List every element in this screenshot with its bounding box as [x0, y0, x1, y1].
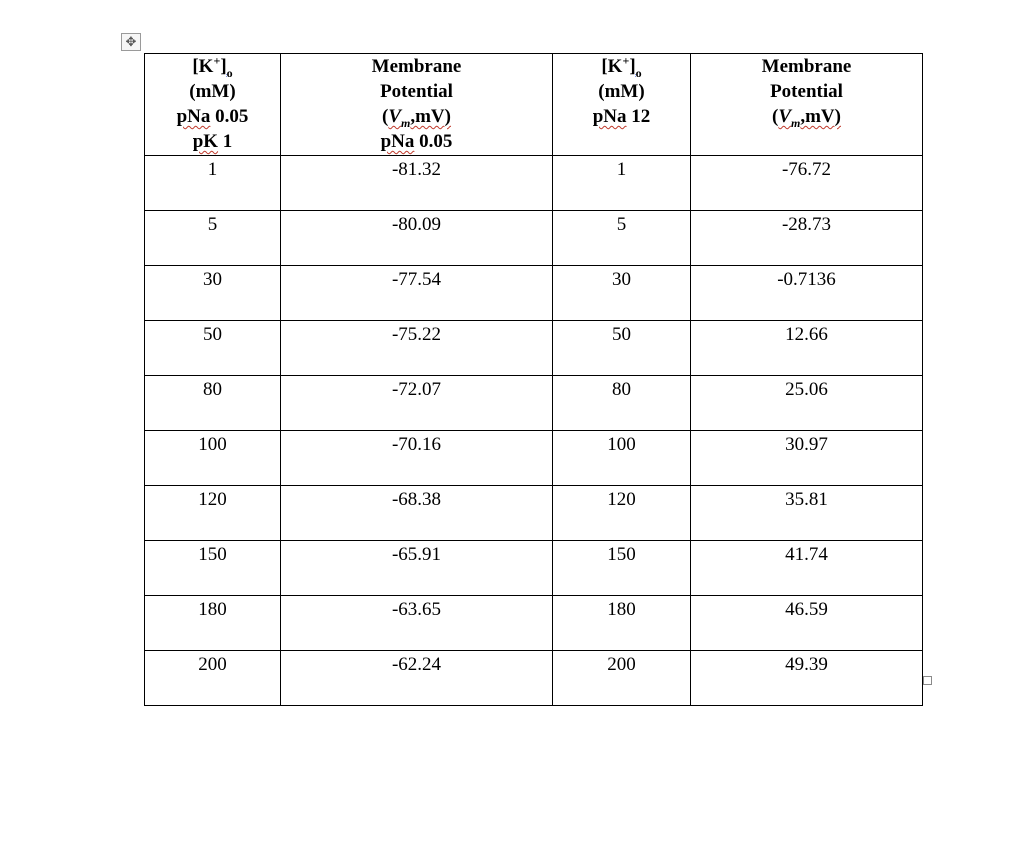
- table-cell: 50: [553, 321, 691, 376]
- table-cell: 150: [145, 541, 281, 596]
- table-cell: 100: [145, 431, 281, 486]
- table-cell: -28.73: [691, 211, 923, 266]
- table-row: [145, 211, 923, 266]
- table-row: [145, 541, 923, 596]
- table-cell: 1: [553, 156, 691, 211]
- table-row: [145, 321, 923, 376]
- table-cell: -75.22: [281, 321, 553, 376]
- table-row: [145, 486, 923, 541]
- header-k-concentration-pna-0-05: $[K^+]_o$ (mM) pNa 0.05 pK 1: [145, 54, 281, 156]
- table-cell: -68.38: [281, 486, 553, 541]
- table-row: [145, 431, 923, 486]
- table-cell: 150: [553, 541, 691, 596]
- table-cell: 5: [145, 211, 281, 266]
- table-cell: 80: [553, 376, 691, 431]
- table-cell: 25.06: [691, 376, 923, 431]
- table-header-row: [145, 54, 923, 156]
- table-cell: 30: [553, 266, 691, 321]
- table-cell: 200: [553, 651, 691, 706]
- table-cell: 30: [145, 266, 281, 321]
- table-row: [145, 596, 923, 651]
- table-row: [145, 156, 923, 211]
- table-cell: 80: [145, 376, 281, 431]
- table-cell: -63.65: [281, 596, 553, 651]
- table-cell: -72.07: [281, 376, 553, 431]
- table-cell: 180: [553, 596, 691, 651]
- table-cell: -62.24: [281, 651, 553, 706]
- table-cell: 49.39: [691, 651, 923, 706]
- table-cell: -76.72: [691, 156, 923, 211]
- table-cell: 35.81: [691, 486, 923, 541]
- table-cell: 12.66: [691, 321, 923, 376]
- table-cell: 120: [145, 486, 281, 541]
- table-cell: 5: [553, 211, 691, 266]
- table-cell: 100: [553, 431, 691, 486]
- table-move-handle-icon[interactable]: ✥: [121, 33, 141, 51]
- table-cell: 200: [145, 651, 281, 706]
- table-cell: 46.59: [691, 596, 923, 651]
- table-cell: -70.16: [281, 431, 553, 486]
- membrane-potential-table: [144, 53, 923, 706]
- table-row: [145, 266, 923, 321]
- table-cell: -81.32: [281, 156, 553, 211]
- table-row: [145, 651, 923, 706]
- table-cell: 50: [145, 321, 281, 376]
- table-cell: 41.74: [691, 541, 923, 596]
- table-cell: -0.7136: [691, 266, 923, 321]
- table-cell: -65.91: [281, 541, 553, 596]
- table-cell: 1: [145, 156, 281, 211]
- table-cell: 180: [145, 596, 281, 651]
- table-cell: -77.54: [281, 266, 553, 321]
- header-membrane-potential-pna-12: Membrane Potential $(V_m,mV)$: [691, 54, 923, 156]
- header-membrane-potential-pna-0-05: Membrane Potential $(V_m,mV)$ pNa 0.05: [281, 54, 553, 156]
- table-row: [145, 376, 923, 431]
- table-cell: 120: [553, 486, 691, 541]
- table-resize-handle[interactable]: [923, 676, 932, 685]
- header-k-concentration-pna-12: $[K^+]_o$ (mM) pNa 12: [553, 54, 691, 156]
- table-cell: 30.97: [691, 431, 923, 486]
- table-cell: -80.09: [281, 211, 553, 266]
